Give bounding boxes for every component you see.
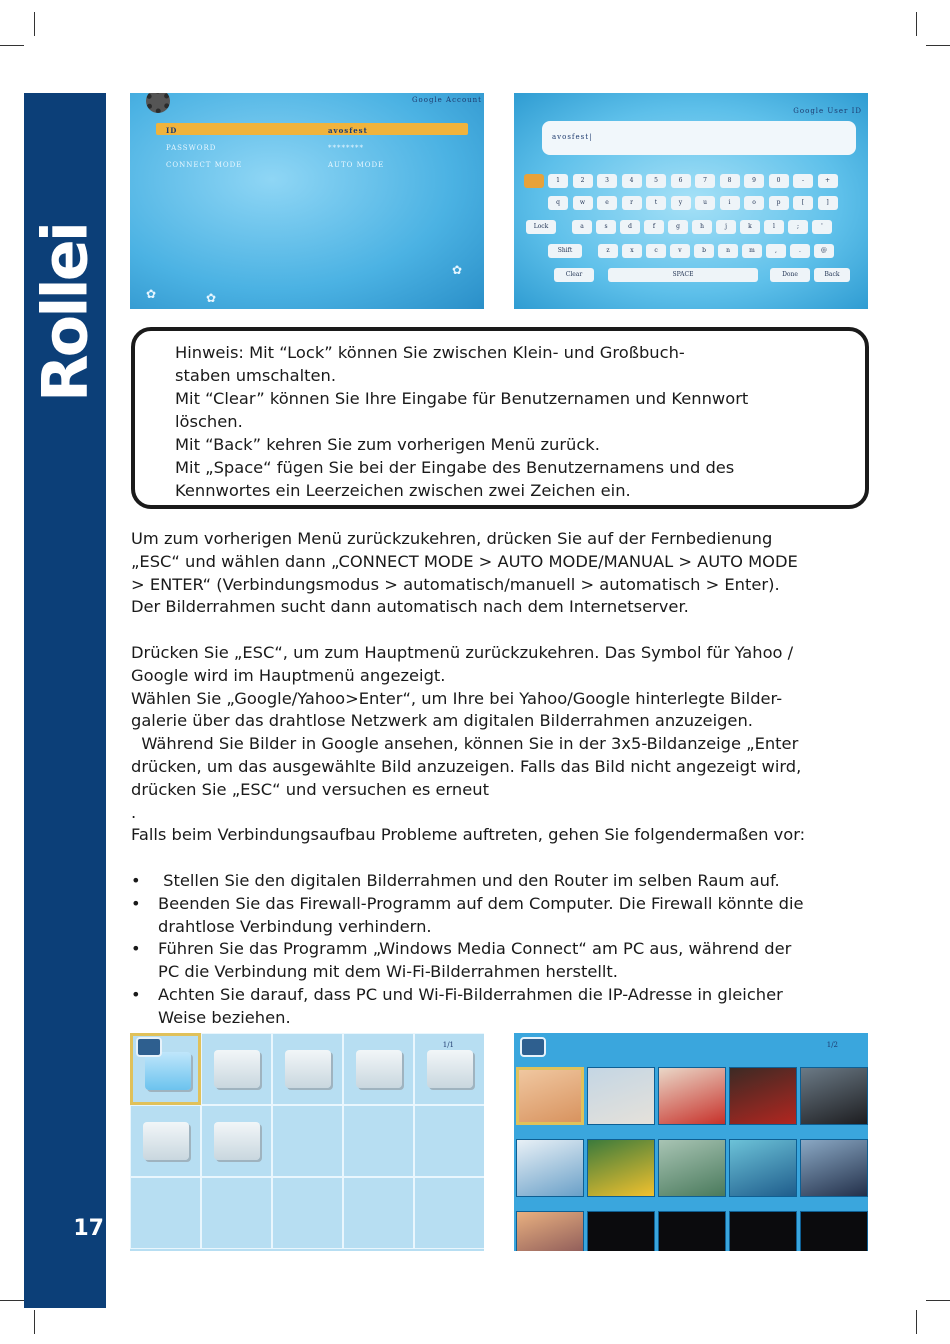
grid-cell: [343, 1105, 414, 1177]
keyboard-key: f: [644, 220, 664, 234]
decor-icon: ✿: [146, 287, 157, 301]
keyboard-key: r: [622, 196, 642, 210]
page-counter: 1/2: [826, 1041, 838, 1049]
grid-cell: [343, 1033, 414, 1105]
screenshot-account-settings: [130, 93, 484, 309]
bullet-item: [131, 938, 876, 984]
keyboard-key: j: [716, 220, 736, 234]
keyboard-key: ]: [818, 196, 838, 210]
page-counter: 1/1: [442, 1041, 454, 1049]
row-label: PASSWORD: [166, 144, 217, 152]
keyboard-key: m: [742, 244, 762, 258]
keyboard-key: p: [769, 196, 789, 210]
note-line: Mit „Space“ fügen Sie bei der Eingabe des Benutzernamens und des: [175, 458, 735, 477]
crop-mark: [0, 45, 24, 46]
body-line: Während Sie Bilder in Google ansehen, können Sie in der 3x5-Bildanzeige „Enter: [131, 734, 799, 754]
keyboard-key: ,: [766, 244, 786, 258]
grid-cell: [272, 1105, 343, 1177]
grid-cell: [414, 1105, 484, 1177]
row-label: CONNECT MODE: [166, 161, 243, 169]
keyboard-key: l: [764, 220, 784, 234]
body-line: Um zum vorherigen Menü zurückzukehren, drücken Sie auf der Fernbedienung: [131, 529, 773, 548]
photo-thumbnail: [729, 1139, 797, 1197]
grid-cell: [201, 1177, 272, 1249]
keyboard-key: @: [814, 244, 834, 258]
keyboard-key: Shift: [548, 244, 582, 258]
grid-cell: [272, 1033, 343, 1105]
gear-icon: [146, 93, 170, 113]
bullet-line: drahtlose Verbindung verhindern.: [158, 916, 432, 936]
photo-thumbnail: [587, 1139, 655, 1197]
keyboard-key: .: [790, 244, 810, 258]
bullet-line: Stellen Sie den digitalen Bilderrahmen und den Router im selben Raum auf.: [158, 870, 780, 890]
screen-title: Google Account: [411, 96, 482, 104]
keyboard-key: 6: [671, 174, 691, 188]
note-line: Kennwortes ein Leerzeichen zwischen zwei Zeichen ein.: [175, 481, 631, 500]
crop-mark: [34, 1310, 35, 1334]
screenshot-folder-grid: [130, 1033, 484, 1251]
camera-icon: [520, 1037, 546, 1057]
photo-thumbnail: [587, 1067, 655, 1125]
folder-icon: [356, 1050, 402, 1088]
note-line: Mit “Clear” können Sie Ihre Eingabe für Benutzernamen und Kennwort: [175, 389, 749, 408]
crop-mark: [916, 12, 917, 36]
bullet-line: Führen Sie das Programm „Windows Media Connect“ am PC aus, während der: [158, 939, 792, 959]
grid-cell: [414, 1177, 484, 1249]
note-box: [131, 327, 869, 509]
body-text: [131, 528, 876, 1030]
user-id-input: avosfest|: [542, 121, 856, 155]
photo-thumbnail: [658, 1211, 726, 1251]
folder-icon: [285, 1050, 331, 1088]
keyboard-key: k: [740, 220, 760, 234]
photo-thumbnail: [729, 1211, 797, 1251]
keyboard-key: z: [598, 244, 618, 258]
note-line: Hinweis: Mit “Lock” können Sie zwischen Klein- und Großbuch-: [175, 343, 685, 362]
photo-thumbnail: [800, 1067, 868, 1125]
keyboard-key: e: [597, 196, 617, 210]
photo-thumbnail: [516, 1211, 584, 1251]
keyboard-key: n: [718, 244, 738, 258]
row-value: avosfest: [328, 126, 368, 135]
crop-mark: [34, 12, 35, 36]
bullet-dot: •: [131, 870, 141, 890]
crop-mark: [916, 1310, 917, 1334]
grid-cell: [201, 1105, 272, 1177]
keyboard-key: s: [596, 220, 616, 234]
body-line: Drücken Sie „ESC“, um zum Hauptmenü zurückzukehren. Das Symbol für Yahoo /: [131, 642, 794, 662]
keyboard-key: a: [572, 220, 592, 234]
grid-cell: [343, 1177, 414, 1249]
body-line: drücken, um das ausgewählte Bild anzuzeigen. Falls das Bild nicht angezeigt wird,: [131, 756, 802, 776]
crop-mark: [0, 1300, 24, 1301]
keyboard-key: [: [793, 196, 813, 210]
keyboard-key: d: [620, 220, 640, 234]
photo-thumbnail: [658, 1067, 726, 1125]
row-label: ID: [166, 126, 178, 135]
crop-mark: [926, 45, 950, 46]
body-line: Falls beim Verbindungsaufbau Probleme auftreten, gehen Sie folgendermaßen vor:: [131, 825, 806, 845]
keyboard-key: ': [812, 220, 832, 234]
keyboard-key: b: [694, 244, 714, 258]
keyboard-key: Done: [770, 268, 810, 282]
keyboard-key: Back: [814, 268, 850, 282]
keyboard-key: Lock: [526, 220, 556, 234]
keyboard-key: q: [548, 196, 568, 210]
folder-icon: [214, 1050, 260, 1088]
folder-icon: [145, 1052, 191, 1090]
grid-cell: [130, 1177, 201, 1249]
keyboard-key: y: [671, 196, 691, 210]
keyboard-key: h: [692, 220, 712, 234]
bullet-dot: •: [131, 984, 141, 1004]
keyboard-key: u: [695, 196, 715, 210]
grid-cell: [272, 1177, 343, 1249]
note-line: Mit “Back” kehren Sie zum vorherigen Menü zurück.: [175, 435, 600, 454]
bullet-line: Weise beziehen.: [158, 1007, 291, 1027]
body-line: .: [131, 802, 137, 822]
bullet-line: Beenden Sie das Firewall-Programm auf dem Computer. Die Firewall könnte die: [158, 893, 804, 913]
body-line: galerie über das drahtlose Netzwerk am digitalen Bilderrahmen anzuzeigen.: [131, 711, 753, 731]
screenshot-keyboard: [514, 93, 868, 309]
photo-thumbnail: [516, 1139, 584, 1197]
row-value: ********: [328, 144, 364, 152]
keyboard-key: Clear: [554, 268, 594, 282]
keyboard-key: t: [646, 196, 666, 210]
keyboard-key: [524, 174, 544, 188]
keyboard-key: -: [793, 174, 813, 188]
photo-thumbnail: [800, 1211, 868, 1251]
note-line: staben umschalten.: [175, 366, 337, 385]
body-line: „ESC“ und wählen dann „CONNECT MODE > AUTO MODE/MANUAL > AUTO MODE: [131, 551, 798, 571]
keyboard-key: x: [622, 244, 642, 258]
body-line: Google wird im Hauptmenü angezeigt.: [131, 665, 446, 685]
row-value: AUTO MODE: [328, 161, 385, 169]
bullet-line: PC die Verbindung mit dem Wi-Fi-Bilderrahmen herstellt.: [158, 962, 618, 982]
keyboard-key: 4: [622, 174, 642, 188]
photo-thumbnail: [729, 1067, 797, 1125]
keyboard-key: 7: [695, 174, 715, 188]
keyboard-key: ;: [788, 220, 808, 234]
keyboard-key: g: [668, 220, 688, 234]
keyboard-key: +: [818, 174, 838, 188]
body-line: drücken Sie „ESC“ und versuchen es erneut: [131, 779, 489, 799]
photo-thumbnail: [587, 1211, 655, 1251]
screen-title: Google User ID: [793, 107, 862, 115]
keyboard-key: 8: [720, 174, 740, 188]
body-line: Wählen Sie „Google/Yahoo>Enter“, um Ihre bei Yahoo/Google hinterlegte Bilder-: [131, 688, 783, 708]
keyboard-key: o: [744, 196, 764, 210]
folder-icon: [427, 1050, 473, 1088]
body-line: Der Bilderrahmen sucht dann automatisch nach dem Internetserver.: [131, 597, 689, 617]
crop-mark: [926, 1300, 950, 1301]
camera-icon: [136, 1037, 162, 1057]
decor-icon: ✿: [452, 263, 463, 277]
keyboard-key: 3: [597, 174, 617, 188]
keyboard-key: i: [720, 196, 740, 210]
keyboard-key: 5: [646, 174, 666, 188]
decor-icon: ✿: [206, 291, 217, 305]
keyboard-key: 1: [548, 174, 568, 188]
selected-row-highlight: [156, 123, 468, 135]
keyboard-key: w: [573, 196, 593, 210]
bullet-dot: •: [131, 893, 141, 913]
folder-icon: [143, 1122, 189, 1160]
keyboard-key: SPACE: [608, 268, 758, 282]
note-line: löschen.: [175, 412, 243, 431]
keyboard-key: c: [646, 244, 666, 258]
body-line: > ENTER“ (Verbindungsmodus > automatisch/manuell > automatisch > Enter).: [131, 574, 780, 594]
brand-sidebar: [24, 93, 106, 1308]
keyboard-key: 2: [573, 174, 593, 188]
bullet-item: [131, 870, 876, 893]
photo-thumbnail: [800, 1139, 868, 1197]
bullet-item: [131, 984, 876, 1030]
grid-cell: [201, 1033, 272, 1105]
bullet-dot: •: [131, 939, 141, 959]
grid-cell: [130, 1105, 201, 1177]
keyboard-key: 9: [744, 174, 764, 188]
screenshot-photo-thumbnails: [514, 1033, 868, 1251]
bullet-item: [131, 893, 876, 939]
rollei-logo: Rollei: [28, 223, 102, 403]
photo-thumbnail: [658, 1139, 726, 1197]
photo-thumbnail: [516, 1067, 584, 1125]
folder-icon: [214, 1122, 260, 1160]
keyboard-key: 0: [769, 174, 789, 188]
bullet-line: Achten Sie darauf, dass PC und Wi-Fi-Bilderrahmen die IP-Adresse in gleicher: [158, 984, 783, 1004]
keyboard-key: v: [670, 244, 690, 258]
page-number: 17: [73, 1216, 104, 1241]
